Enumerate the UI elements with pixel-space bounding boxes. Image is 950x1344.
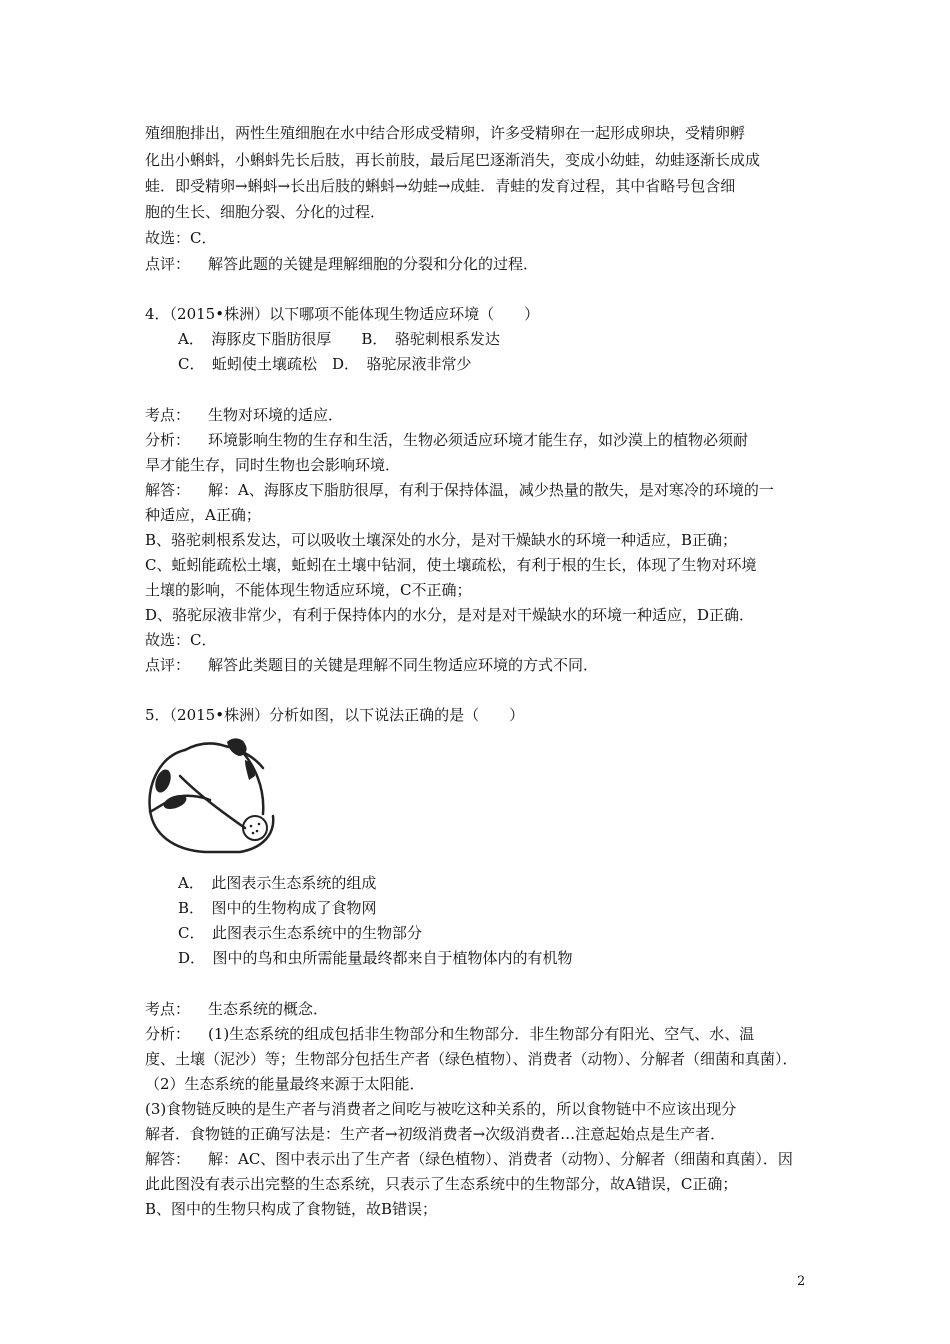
answer-line: 故选：C．	[145, 229, 217, 247]
kaodian-label: 考点：	[145, 406, 191, 424]
jieda-label: 解答：	[145, 481, 191, 499]
q5-kaodian	[145, 999, 328, 1019]
text-line: B、骆驼刺根系发达，可以吸收土壤深处的水分，是对干燥缺水的环境一种适应，B正确；	[145, 531, 738, 549]
text-line: 土壤的影响，不能体现生物适应环境，C不正确；	[145, 581, 472, 599]
q5-question: 5．（2015•株洲）分析如图，以下说法正确的是（ ）	[145, 706, 525, 724]
text-line: 解者．食物链的正确写法是：生产者→初级消费者→次级消费者…注意起始点是生产者．	[145, 1125, 726, 1143]
comment-text: 解答此类题目的关键是理解不同生物适应环境的方式不同．	[208, 656, 599, 674]
text-line: 此此图没有表示出完整的生态系统，只表示了生态系统中的生物部分，故A错误，C正确；	[145, 1175, 738, 1193]
text-line: B、图中的生物只构成了食物链，故B错误；	[145, 1200, 438, 1218]
q5-option-b: B． 图中的生物构成了食物网	[178, 899, 377, 917]
comment-label: 点评：	[145, 255, 191, 273]
text-line: 蛙．即受精卵→蝌蚪→长出后肢的蝌蚪→幼蛙→成蛙．青蛙的发育过程，其中省略号包含细	[145, 177, 736, 195]
q5-option-a: A． 此图表示生态系统的组成	[178, 874, 377, 892]
jieda-text: 解：A、海豚皮下脂肪很厚，有利于保持体温，减少热量的散失，是对寒冷的环境的一	[208, 481, 774, 499]
answer-line: 故选：C．	[145, 631, 217, 649]
fenxi-label: 分析：	[145, 431, 191, 449]
jieda-text: 解：AC、图中表示出了生产者（绿色植物）、消费者（动物）、分解者（细菌和真菌）．因	[208, 1150, 793, 1168]
ecosystem-figure	[145, 736, 295, 856]
text-line: 旱才能生存，同时生物也会影响环境．	[145, 456, 401, 474]
comment-label: 点评：	[145, 656, 191, 674]
text-line: (3)食物链反映的是生产者与消费者之间吃与被吃这种关系的，所以食物链中不应该出现分	[145, 1100, 737, 1118]
comment-line	[145, 655, 598, 675]
q4-fenxi	[145, 430, 748, 450]
q4-jieda	[145, 480, 774, 500]
text-line: D、骆驼尿液非常少，有利于保持体内的水分，是对是对干燥缺水的环境一种适应，D正确．	[145, 606, 755, 624]
q5-jieda	[145, 1149, 793, 1169]
fenxi-label: 分析：	[145, 1025, 191, 1043]
comment-text: 解答此题的关键是理解细胞的分裂和分化的过程．	[208, 255, 539, 273]
text-line: C、蚯蚓能疏松土壤，蚯蚓在土壤中钻洞，使土壤疏松，有利于根的生长，体现了生物对环境	[145, 556, 757, 574]
fenxi-text: 环境影响生物的生存和生活，生物必须适应环境才能生存，如沙漠上的植物必须耐	[208, 431, 749, 449]
q4-options-row1: A． 海豚皮下脂肪很厚 B． 骆驼刺根系发达	[178, 330, 500, 348]
q5-fenxi	[145, 1024, 754, 1044]
kaodian-text: 生物对环境的适应．	[208, 406, 344, 424]
text-line: （2）生态系统的能量最终来源于太阳能．	[145, 1075, 425, 1093]
q4-question: 4．（2015•株洲）以下哪项不能体现生物适应环境（ ）	[145, 305, 540, 323]
text-line: 殖细胞排出，两性生殖细胞在水中结合形成受精卵，许多受精卵在一起形成卵块，受精卵孵	[145, 124, 746, 142]
kaodian-label: 考点：	[145, 1000, 191, 1018]
q5-option-c: C． 此图表示生态系统中的生物部分	[178, 924, 422, 942]
q4-kaodian	[145, 405, 343, 425]
text-line: 化出小蝌蚪，小蝌蚪先长后肢，再长前肢，最后尾巴逐渐消失，变成小幼蛙，幼蛙逐渐长成成	[145, 151, 761, 169]
jieda-label: 解答：	[145, 1150, 191, 1168]
q4-options-row2: C． 蚯蚓使土壤疏松 D． 骆驼尿液非常少	[178, 355, 472, 373]
text-line: 胞的生长、细胞分裂、分化的过程．	[145, 203, 386, 221]
q5-option-d: D． 图中的鸟和虫所需能量最终都来自于植物体内的有机物	[178, 949, 573, 967]
kaodian-text: 生态系统的概念．	[208, 1000, 329, 1018]
comment-line	[145, 254, 538, 274]
fenxi-text: (1)生态系统的组成包括非生物部分和生物部分．非生物部分有阳光、空气、水、温	[208, 1025, 755, 1043]
text-line: 度、土壤（泥沙）等；生物部分包括生产者（绿色植物）、消费者（动物）、分解者（细菌和真菌）．	[145, 1050, 798, 1068]
page-number: 2	[797, 1274, 806, 1289]
text-line: 种适应，A正确；	[145, 506, 261, 524]
